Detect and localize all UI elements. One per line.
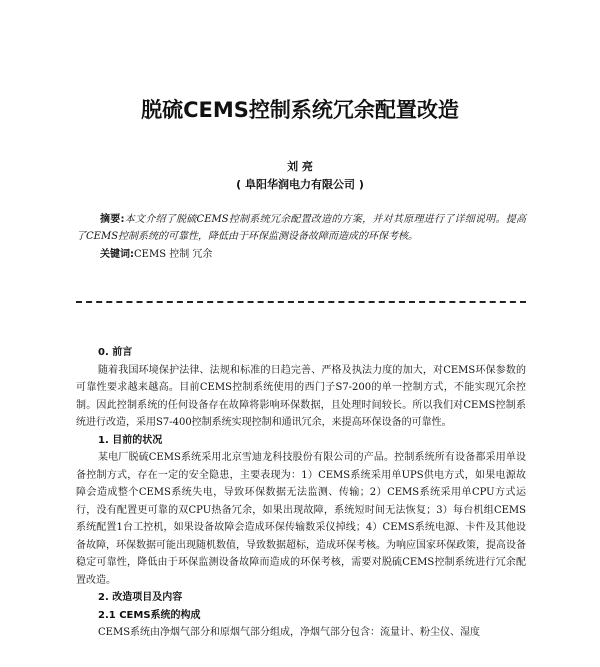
paragraph-composition: CEMS系统由净烟气部分和原烟气部分组成，净烟气部分包含：流量计、粉尘仪、湿度 bbox=[98, 627, 481, 638]
author-affiliation: ( 阜阳华润电力有限公司 ) bbox=[236, 178, 364, 191]
paragraph-preface: 随着我国环境保护法律、法规和标准的日趋完善、严格及执法力度的加大，对CEMS环保参数的可靠性要求越来越高。目前CEMS控制系统使用的西门子S7-200的单一控制方式，不能实现冗余控制。因此控制系统的任何设备存在故障将影响环保数据，且处理时间较长。所以我们对CEMS控制系统进行改造，采用S7-400控制系统实现控制和通讯冗余，来提高环保设备的可靠性。 bbox=[76, 364, 526, 428]
author-name: 刘 亮 bbox=[287, 160, 313, 173]
abstract bbox=[76, 211, 526, 245]
section-heading-project: 2. 改造项目及内容 bbox=[98, 592, 183, 603]
subsection-heading-composition: 2.1 CEMS系统的构成 bbox=[98, 609, 201, 621]
keywords-label: 关键词: bbox=[100, 249, 134, 260]
section-divider bbox=[76, 301, 526, 303]
abstract-label: 摘要: bbox=[100, 214, 125, 225]
section-heading-status: 1. 目前的状况 bbox=[98, 434, 163, 446]
keywords-text: CEMS 控制 冗余 bbox=[134, 249, 213, 260]
keywords bbox=[100, 248, 212, 262]
paper-title: 脱硫CEMS控制系统冗余配置改造 bbox=[141, 98, 459, 122]
section-heading-preface: 0. 前言 bbox=[98, 347, 133, 358]
abstract-text: 本文介绍了脱硫CEMS控制系统冗余配置改造的方案，并对其原理进行了详细说明。提高了CEMS控制系统的可靠性，降低由于环保监测设备故障而造成的环保考核。 bbox=[76, 214, 526, 242]
paper-body bbox=[76, 344, 526, 642]
paragraph-status: 某电厂脱硫CEMS系统采用北京雪迪龙科技股份有限公司的产品。控制系统所有设备都采用单设备控制方式，存在一定的安全隐患，主要表现为：1）CEMS系统采用单UPS供电方式，如果电源故障会造成整个CEMS系统失电，导致环保数据无法监测、传输；2）CEMS系统采用单CPU方式运行，没有配置更可靠的双CPU热备冗余，如果出现故障，系统短时间无法恢复；3）每台机组CEMS系统配置1台工控机，如果设备故障会造成环保传输数采仪掉线；4）CEMS系统电源、卡件及其他设备故障，环保数据可能出现随机数值，导致数据超标，造成环保考核。为响应国家环保政策，提高设备稳定可靠性，降低由于环保监测设备故障而造成的环保考核，需要对脱硫CEMS控制系统进行冗余配置改造。 bbox=[76, 452, 526, 586]
